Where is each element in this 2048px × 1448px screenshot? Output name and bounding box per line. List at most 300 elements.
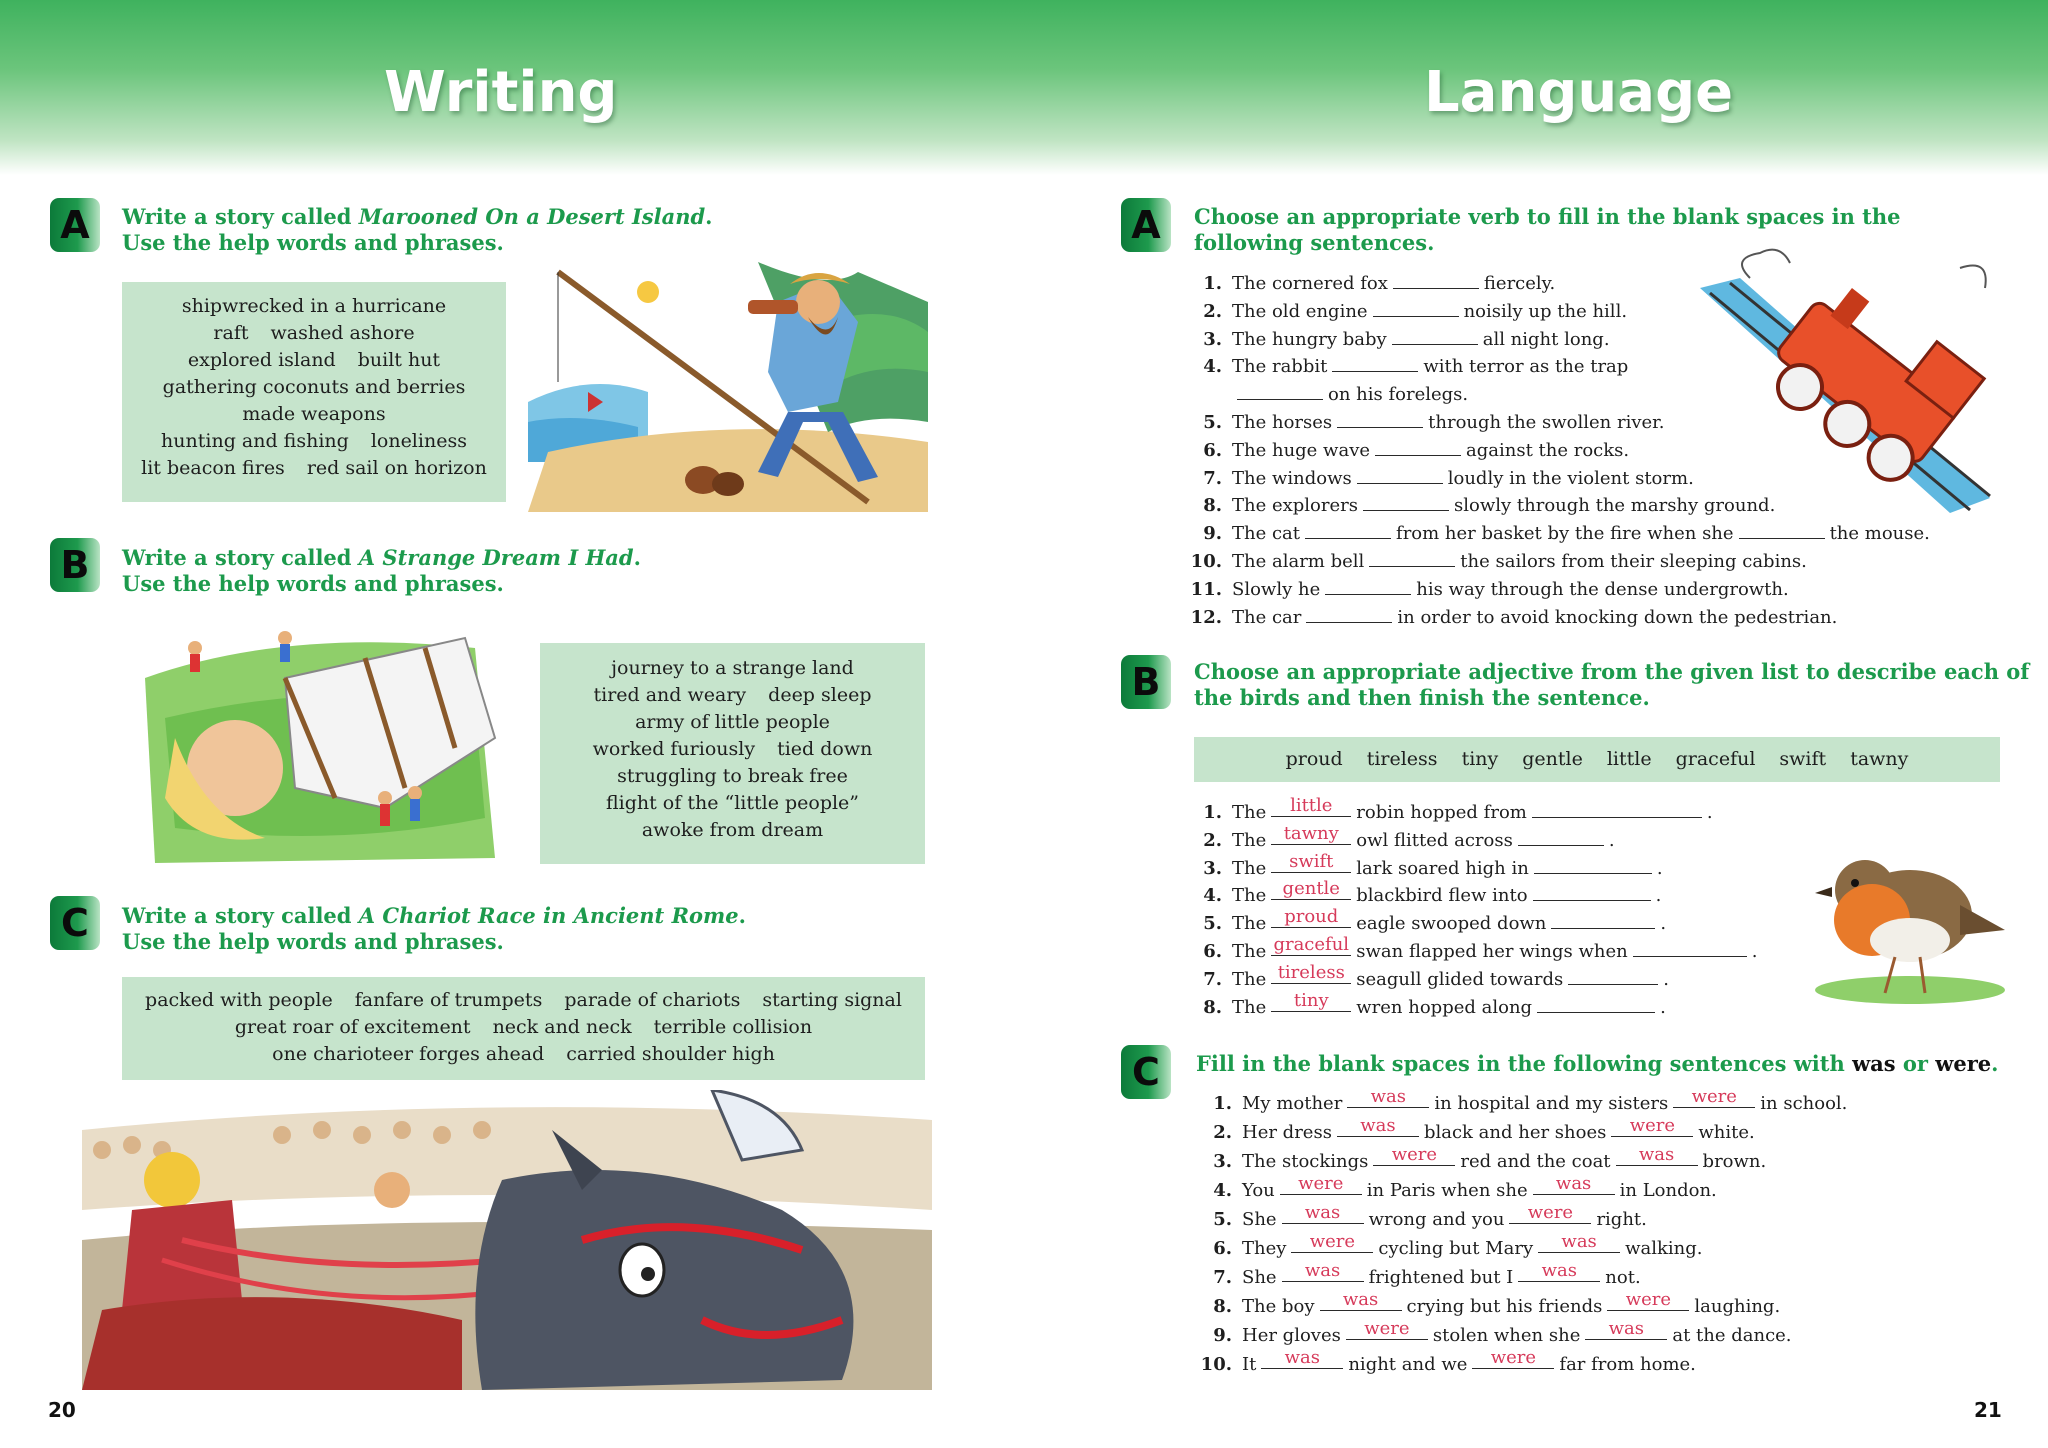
sentence-part: Her gloves (1242, 1325, 1341, 1346)
adjective-option: graceful (1675, 748, 1756, 770)
answer-word: was (1541, 1260, 1577, 1281)
sentence-part: Slowly he (1232, 578, 1321, 600)
language-c-sentence-list (1200, 1086, 2000, 1379)
sentence-part: with terror as the trap (1423, 356, 1629, 378)
sentence-part: wrong and you (1368, 1209, 1505, 1230)
item-number: 9. (1213, 1325, 1232, 1346)
answer-blank (1305, 520, 1391, 539)
item-number: 7. (1203, 467, 1222, 489)
sentence-part: . (1660, 996, 1666, 1018)
adjective-option: tireless (1366, 748, 1438, 770)
help-phrase: neck and neck (492, 1016, 632, 1038)
sentence-part: The alarm bell (1232, 550, 1365, 572)
sentence-part: blackbird flew into (1356, 885, 1528, 907)
sentence-text (1242, 1318, 1792, 1350)
sentence-part: The huge wave (1232, 439, 1371, 461)
header-band (0, 0, 2048, 175)
answer-blank (1373, 298, 1459, 317)
help-phrase: washed ashore (270, 322, 415, 344)
sentence-part: . (1660, 913, 1667, 935)
answer-word: were (1309, 1231, 1356, 1252)
sentence-part: The hungry baby (1232, 328, 1387, 350)
item-number: 8. (1203, 495, 1222, 517)
answer-blank (1363, 492, 1449, 511)
answer-filled (1346, 1318, 1428, 1340)
item-number: 3. (1203, 857, 1222, 879)
help-phrase: hunting and fishing (161, 430, 349, 452)
answer-word: tireless (1277, 961, 1345, 983)
answer-blank (1532, 799, 1702, 818)
sentence-part: night and we (1348, 1354, 1468, 1375)
answer-filled (1282, 1260, 1364, 1282)
help-phrase: army of little people (635, 711, 830, 733)
sentence-part: . (1706, 802, 1713, 823)
sentence-part: She (1242, 1209, 1277, 1230)
answer-blank (1518, 827, 1604, 846)
answer-word: were (1527, 1202, 1574, 1223)
sentence-part: The boy (1242, 1296, 1315, 1317)
sentence-part: not. (1605, 1267, 1641, 1288)
writing-c-help-box (122, 977, 925, 1080)
help-phrase: awoke from dream (641, 819, 824, 841)
sentence-part: . (1663, 968, 1669, 990)
sentence-part: The horses (1232, 411, 1333, 433)
answer-word: were (1391, 1144, 1438, 1165)
answer-filled (1271, 878, 1351, 900)
sentence-part: all night long. (1482, 328, 1610, 350)
sentence-part: The (1232, 913, 1267, 935)
sentence-row (1190, 520, 1970, 548)
help-phrase: journey to a strange land (611, 657, 854, 679)
answer-blank (1337, 409, 1423, 428)
item-number: 2. (1213, 1122, 1232, 1143)
answer-filled (1271, 906, 1351, 928)
answer-filled (1616, 1144, 1698, 1166)
answer-blank (1237, 381, 1323, 400)
item-number: 6. (1203, 940, 1222, 962)
sentence-part: black and her shoes (1423, 1122, 1607, 1143)
sentence-row (1200, 1086, 2000, 1118)
sentence-part: in order to avoid knocking down the pedestrian. (1397, 606, 1838, 628)
answer-filled (1347, 1086, 1429, 1108)
help-row (122, 293, 506, 320)
section-badge-language-c: C (1121, 1045, 1171, 1099)
answer-filled (1261, 1347, 1343, 1369)
sentence-row (1200, 1202, 2000, 1234)
help-phrase: worked furiously (592, 738, 756, 760)
sentence-part: The old engine (1232, 300, 1368, 322)
help-phrase: one charioteer forges ahead (272, 1043, 545, 1065)
writing-c-instructions: Write a story called A Chariot Race in Ancient Rome. Use the help words and phrases. (122, 903, 746, 954)
help-row (540, 655, 925, 682)
help-row (122, 320, 506, 347)
sentence-part: My mother (1242, 1093, 1343, 1114)
sentence-text (1242, 1173, 1717, 1205)
item-number: 4. (1213, 1180, 1232, 1201)
sentence-part: through the swollen river. (1428, 411, 1665, 433)
answer-filled (1472, 1347, 1554, 1369)
section-badge-language-b: B (1121, 655, 1171, 709)
sentence-part: The explorers (1232, 495, 1358, 517)
sentence-row (1190, 576, 1970, 604)
section-badge-writing-b: B (50, 538, 100, 592)
section-badge-language-a: A (1121, 198, 1171, 252)
sentence-text (1232, 989, 1666, 1022)
answer-filled (1509, 1202, 1591, 1224)
page-number-right: 21 (1974, 1398, 2002, 1422)
sentence-text (1232, 381, 1468, 409)
writing-a-instructions: Write a story called Marooned On a Desert Island. Use the help words and phrases. (122, 204, 713, 255)
answer-word: swift (1289, 850, 1334, 872)
adjective-option: little (1606, 748, 1652, 770)
sentence-part: Her dress (1242, 1122, 1332, 1143)
answer-filled (1320, 1289, 1402, 1311)
answer-word: were (1629, 1115, 1676, 1136)
sentence-part: The (1232, 968, 1267, 990)
sentence-row (1200, 1115, 2000, 1147)
answer-filled (1280, 1173, 1362, 1195)
help-row (540, 682, 925, 709)
help-phrase: deep sleep (768, 684, 872, 706)
answer-word: proud (1284, 906, 1339, 928)
adjective-word-list (1194, 737, 2000, 782)
sentence-row (1190, 878, 1810, 910)
item-number: 2. (1203, 829, 1222, 851)
language-c-instructions: Fill in the blank spaces in the following sentences with was or were. (1196, 1051, 1999, 1076)
answer-filled (1611, 1115, 1693, 1137)
sentence-row (1200, 1144, 2000, 1176)
sentence-part: loudly in the violent storm. (1447, 467, 1694, 489)
help-phrase: tied down (777, 738, 873, 760)
item-number: 10. (1190, 550, 1222, 572)
sentence-text (1242, 1144, 1767, 1176)
answer-filled (1373, 1144, 1455, 1166)
answer-word: was (1561, 1231, 1597, 1252)
answer-filled (1271, 961, 1351, 984)
item-number: 5. (1203, 411, 1222, 433)
sentence-row (1200, 1289, 2000, 1321)
help-phrase: struggling to break free (617, 765, 848, 787)
item-number: 12. (1190, 606, 1222, 628)
answer-blank (1392, 326, 1478, 345)
sentence-part: in London. (1619, 1180, 1717, 1201)
answer-word: was (1284, 1347, 1321, 1368)
sentence-text (1232, 437, 1629, 465)
sentence-part: on his forelegs. (1328, 384, 1469, 406)
answer-word: were (1691, 1086, 1737, 1107)
help-row (540, 763, 925, 790)
answer-word: was (1370, 1086, 1406, 1107)
answer-filled (1271, 933, 1351, 956)
sentence-part: lark soared high in (1356, 857, 1529, 879)
item-number: 11. (1190, 578, 1222, 600)
sentence-part: red and the coat (1460, 1151, 1611, 1172)
answer-filled (1271, 822, 1351, 845)
sentence-part: brown. (1702, 1151, 1767, 1172)
item-number: 1. (1203, 273, 1222, 294)
sentence-part: frightened but I (1368, 1267, 1514, 1288)
answer-filled (1585, 1318, 1667, 1340)
help-phrase: fanfare of trumpets (354, 989, 543, 1011)
adjective-option: tiny (1461, 748, 1499, 770)
answer-word: was (1342, 1289, 1379, 1310)
writing-a-help-box (122, 282, 506, 502)
help-row (540, 709, 925, 736)
sentence-row (1200, 1173, 2000, 1205)
sentence-row (1190, 604, 1970, 632)
help-row (540, 817, 925, 844)
help-phrase: great roar of excitement (234, 1016, 471, 1038)
sentence-part: cycling but Mary (1378, 1238, 1534, 1259)
gulliver-illustration (135, 618, 505, 868)
item-number: 5. (1213, 1209, 1232, 1230)
sentence-row (1190, 548, 1970, 576)
item-number: 1. (1203, 802, 1222, 823)
sentence-part: against the rocks. (1466, 439, 1630, 461)
answer-filled (1518, 1260, 1600, 1282)
sentence-part: The (1232, 802, 1267, 823)
item-number: 1. (1213, 1093, 1232, 1114)
help-row (540, 790, 925, 817)
item-number: 5. (1203, 913, 1222, 935)
sentence-text (1242, 1202, 1647, 1234)
sentence-text (1232, 604, 1837, 632)
sentence-text (1232, 492, 1775, 520)
chariot-race-illustration (82, 1090, 932, 1390)
steam-engine-illustration (1700, 248, 2000, 518)
help-phrase: built hut (357, 349, 441, 371)
sentence-part: The car (1232, 606, 1302, 628)
help-row (122, 1014, 925, 1041)
sentence-part: robin hopped from (1356, 802, 1527, 823)
answer-blank (1325, 576, 1411, 595)
answer-word: was (1360, 1115, 1396, 1136)
section-badge-writing-a: A (50, 198, 100, 252)
section-badge-writing-c: C (50, 896, 100, 950)
sentence-text (1232, 270, 1555, 298)
help-phrase: explored island (187, 349, 336, 371)
sentence-part: his way through the dense undergrowth. (1416, 578, 1789, 600)
answer-word: graceful (1273, 933, 1350, 955)
sentence-row (1190, 989, 1810, 1022)
sentence-text (1242, 1260, 1641, 1292)
item-number: 8. (1213, 1296, 1232, 1317)
item-number: 9. (1203, 523, 1222, 545)
answer-word: was (1638, 1144, 1675, 1165)
item-number: 8. (1203, 996, 1222, 1018)
answer-blank (1306, 604, 1392, 623)
help-row (122, 374, 506, 401)
sentence-part: The (1232, 940, 1267, 962)
sentence-part: far from home. (1559, 1354, 1696, 1375)
help-phrase: lit beacon fires (141, 457, 285, 479)
answer-word: tawny (1283, 822, 1339, 844)
sentence-part: noisily up the hill. (1463, 300, 1628, 322)
answer-word: were (1364, 1318, 1410, 1339)
help-phrase: raft (213, 322, 249, 344)
answer-filled (1538, 1231, 1620, 1253)
sentence-part: She (1242, 1267, 1277, 1288)
item-number: 4. (1203, 356, 1222, 378)
answer-word: tiny (1293, 989, 1329, 1011)
answer-blank (1551, 910, 1655, 929)
language-b-sentence-list (1190, 795, 1810, 1021)
item-number: 4. (1203, 885, 1222, 907)
language-a-instructions: Choose an appropriate verb to fill in the blank spaces in the following sentences. (1194, 204, 1901, 255)
sentence-part: in hospital and my sisters (1434, 1093, 1669, 1114)
sentence-part: The rabbit (1232, 356, 1328, 378)
help-phrase: tired and weary (593, 684, 747, 706)
sentence-text (1232, 520, 1930, 548)
answer-blank (1357, 465, 1443, 484)
sentence-row (1200, 1231, 2000, 1263)
sentence-part: The cornered fox (1232, 273, 1388, 294)
help-row (122, 987, 925, 1014)
sentence-part: laughing. (1694, 1296, 1781, 1317)
page-number-left: 20 (48, 1398, 76, 1422)
sentence-part: the sailors from their sleeping cabins. (1460, 550, 1807, 572)
help-phrase: gathering coconuts and berries (162, 376, 466, 398)
sentence-text (1232, 353, 1628, 381)
sentence-part: white. (1698, 1122, 1755, 1143)
help-phrase: carried shoulder high (566, 1043, 775, 1065)
answer-filled (1271, 795, 1351, 817)
answer-blank (1739, 520, 1825, 539)
adjective-option: tawny (1850, 748, 1909, 770)
answer-filled (1533, 1173, 1615, 1195)
help-phrase: loneliness (370, 430, 467, 452)
answer-word: gentle (1282, 878, 1340, 900)
sentence-part: wren hopped along (1356, 996, 1533, 1018)
sentence-part: The stockings (1242, 1151, 1369, 1172)
sentence-part: The (1232, 829, 1267, 851)
help-phrase: starting signal (762, 989, 902, 1011)
sentence-row (1200, 1260, 2000, 1292)
help-row (540, 736, 925, 763)
help-row (122, 428, 506, 455)
answer-word: was (1555, 1173, 1592, 1194)
language-b-instructions: Choose an appropriate adjective from the given list to describe each of the birds and then finish the sentence. (1194, 659, 2030, 710)
sentence-text (1232, 548, 1807, 576)
item-number: 2. (1203, 300, 1222, 322)
item-number: 3. (1203, 328, 1222, 350)
sentence-part: The (1232, 885, 1267, 907)
sentence-part: right. (1596, 1209, 1647, 1230)
page-title-language: Language (1424, 60, 1734, 125)
adjective-option: gentle (1522, 748, 1583, 770)
answer-blank (1633, 938, 1747, 957)
answer-blank (1393, 270, 1479, 289)
help-phrase: shipwrecked in a hurricane (181, 295, 447, 317)
adjective-option: swift (1779, 748, 1827, 770)
sentence-part: owl flitted across (1356, 829, 1513, 851)
sentence-text (1232, 409, 1665, 437)
answer-blank (1369, 548, 1455, 567)
item-number: 3. (1213, 1151, 1232, 1172)
sentence-part: It (1242, 1354, 1257, 1375)
sentence-text (1242, 1231, 1703, 1263)
sentence-part: stolen when she (1432, 1325, 1581, 1346)
sentence-part: They (1242, 1238, 1287, 1259)
page-title-writing: Writing (384, 60, 618, 125)
writing-b-help-box (540, 643, 925, 864)
sentence-part: in school. (1760, 1093, 1848, 1114)
robin-illustration (1810, 845, 2005, 1005)
answer-word: little (1290, 795, 1333, 816)
sentence-part: in Paris when she (1366, 1180, 1528, 1201)
answer-word: were (1298, 1173, 1344, 1194)
sentence-text (1242, 1289, 1781, 1321)
help-row (122, 347, 506, 374)
answer-word: was (1304, 1202, 1341, 1223)
help-phrase: made weapons (242, 403, 386, 425)
help-phrase: flight of the “little people” (605, 792, 860, 814)
item-number: 6. (1203, 439, 1222, 461)
sentence-part: from her basket by the fire when she (1396, 523, 1734, 545)
sentence-part: The cat (1232, 523, 1301, 545)
sentence-row (1200, 1318, 2000, 1350)
answer-blank (1533, 882, 1651, 901)
sentence-part: You (1242, 1180, 1275, 1201)
sentence-part: slowly through the marshy ground. (1454, 495, 1776, 517)
sentence-part: . (1608, 829, 1615, 851)
sentence-part: at the dance. (1672, 1325, 1792, 1346)
answer-blank (1375, 437, 1461, 456)
help-phrase: packed with people (145, 989, 333, 1011)
help-phrase: terrible collision (653, 1016, 813, 1038)
sentence-text (1232, 298, 1627, 326)
item-number: 7. (1203, 968, 1222, 990)
help-phrase: red sail on horizon (306, 457, 487, 479)
help-row (122, 455, 506, 482)
answer-word: were (1625, 1289, 1672, 1310)
answer-filled (1271, 989, 1351, 1012)
sentence-part: walking. (1625, 1238, 1703, 1259)
answer-blank (1537, 994, 1655, 1013)
sentence-text (1232, 576, 1789, 604)
sentence-text (1242, 1347, 1696, 1379)
sentence-text (1232, 465, 1694, 493)
sentence-part: . (1655, 885, 1662, 907)
answer-blank (1568, 966, 1658, 985)
answer-blank (1534, 855, 1652, 874)
answer-word: was (1608, 1318, 1645, 1339)
help-row (122, 1041, 925, 1068)
sentence-row (1190, 795, 1810, 827)
answer-word: was (1304, 1260, 1341, 1281)
answer-filled (1337, 1115, 1419, 1137)
sentence-part: the mouse. (1829, 523, 1930, 545)
sentence-part: crying but his friends (1406, 1296, 1603, 1317)
sentence-part: seagull glided towards (1356, 968, 1564, 990)
castaway-illustration (528, 262, 928, 512)
sentence-row (1190, 822, 1810, 855)
help-row (122, 401, 506, 428)
help-phrase: parade of chariots (564, 989, 741, 1011)
sentence-part: . (1656, 857, 1663, 879)
sentence-part: . (1751, 940, 1758, 962)
item-number: 6. (1213, 1238, 1232, 1259)
sentence-part: eagle swooped down (1356, 913, 1547, 935)
answer-word: were (1490, 1347, 1537, 1368)
sentence-part: swan flapped her wings when (1356, 940, 1628, 962)
sentence-part: The (1232, 996, 1267, 1018)
answer-filled (1607, 1289, 1689, 1311)
sentence-part: The (1232, 857, 1267, 879)
answer-blank (1332, 353, 1418, 372)
writing-b-instructions: Write a story called A Strange Dream I Had. Use the help words and phrases. (122, 545, 641, 596)
answer-filled (1282, 1202, 1364, 1224)
